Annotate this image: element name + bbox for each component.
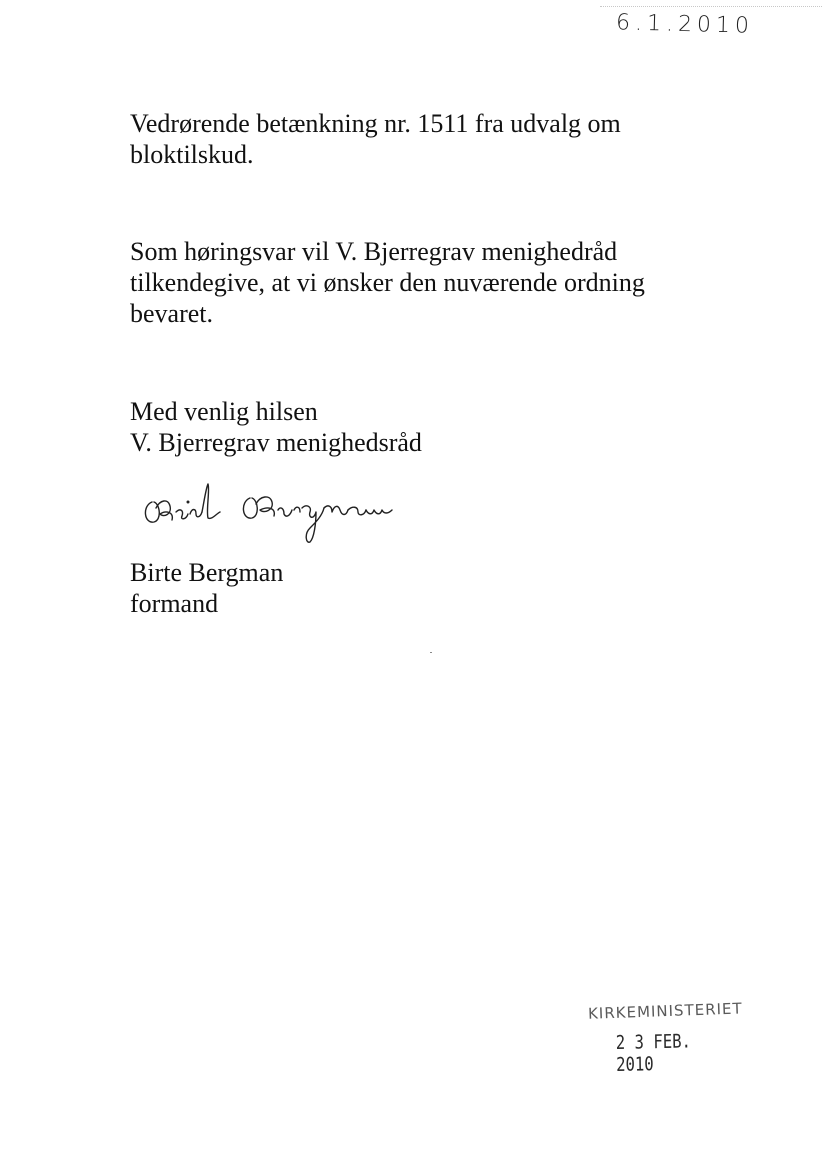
closing-block: [130, 396, 422, 458]
stamp-received-date: 2 3 FEB. 2010: [615, 1030, 692, 1076]
body-line-2: tilkendegive, at vi ønsker den nuværende ordning: [130, 268, 645, 297]
received-stamp: [587, 999, 748, 1076]
stamp-ministry-name: KIRKEMINISTERIET: [587, 999, 743, 1023]
scan-edge-line: [600, 6, 822, 7]
body-line-1: Som høringsvar vil V. Bjerregrav menighedråd: [130, 237, 618, 266]
scan-speck: [430, 652, 432, 653]
subject-line-2: bloktilskud.: [130, 140, 254, 169]
handwritten-date: 6.1.2010: [615, 10, 755, 39]
body-line-3: bevaret.: [130, 299, 214, 328]
subject-line-1: Vedrørende betænkning nr. 1511 fra udvalg om: [130, 109, 621, 138]
closing-organization: V. Bjerregrav menighedsråd: [130, 428, 422, 457]
signer-title: formand: [130, 589, 219, 618]
handwritten-signature: [138, 480, 428, 560]
closing-greeting: Med venlig hilsen: [130, 397, 318, 426]
signer-name: Birte Bergman: [130, 558, 284, 587]
subject-paragraph: [130, 108, 621, 170]
body-paragraph: [130, 236, 645, 329]
signer-block: [130, 557, 283, 619]
